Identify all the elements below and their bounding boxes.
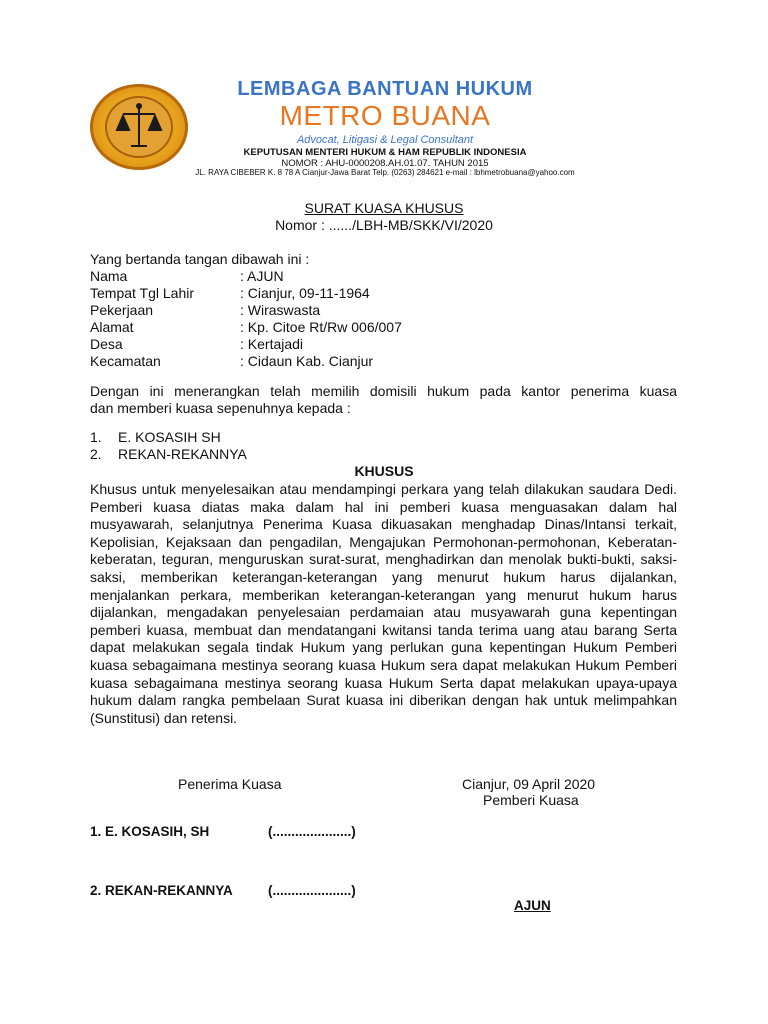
field-value-birth: : Cianjur, 09-11-1964 (240, 285, 370, 301)
giver-name: AJUN (514, 898, 551, 913)
org-address: JL. RAYA CIBEBER K. 8 78 A Cianjur-Jawa Barat Telp. (0263) 284621 e-mail : lbhmetrobuana@yahoo.com (195, 168, 575, 177)
field-value-address: : Kp. Citoe Rt/Rw 006/007 (240, 319, 402, 335)
signer-1-signature-blank: (.....................) (268, 824, 356, 839)
signer-2-name: 2. REKAN-REKANNYA (90, 883, 233, 898)
field-label-nama: Nama (90, 268, 128, 284)
receiver-label: Penerima Kuasa (178, 776, 282, 792)
decree-number: NOMOR : AHU-0000208.AH.01.07. TAHUN 2015 (281, 158, 489, 169)
document-number: Nomor : ....../LBH-MB/SKK/VI/2020 (275, 217, 493, 233)
field-value-nama: : AJUN (240, 268, 284, 284)
field-label-village: Desa (90, 336, 123, 352)
document-title: SURAT KUASA KHUSUS (304, 200, 464, 216)
giver-label: Pemberi Kuasa (483, 792, 579, 808)
field-value-occupation: : Wiraswasta (240, 302, 321, 318)
recipient-name: REKAN-REKANNYA (118, 446, 247, 462)
field-label-birth: Tempat Tgl Lahir (90, 285, 195, 301)
section-heading: KHUSUS (354, 463, 414, 479)
intro-text: Yang bertanda tangan dibawah ini : (90, 251, 310, 267)
field-label-address: Alamat (90, 319, 134, 335)
org-tagline: Advocat, Litigasi & Legal Consultant (296, 134, 474, 146)
signer-1-name: 1. E. KOSASIH, SH (90, 824, 210, 839)
recipient-name: E. KOSASIH SH (118, 429, 221, 445)
statement-line-2: dan memberi kuasa sepenuhnya kepada : (90, 400, 351, 416)
recipient-number: 2. (90, 446, 102, 462)
signer-2-signature-blank: (.....................) (268, 883, 356, 898)
field-value-district: : Cidaun Kab. Cianjur (240, 353, 374, 369)
org-title: LEMBAGA BANTUAN HUKUM (237, 78, 533, 100)
field-label-occupation: Pekerjaan (90, 302, 154, 318)
decree-line: KEPUTUSAN MENTERI HUKUM & HAM REPUBLIK INDONESIA (243, 147, 527, 158)
statement-line-1: Dengan ini menerangkan telah memilih domisili hukum pada kantor penerima kuasa (90, 383, 677, 399)
body-paragraph: Khusus untuk menyelesaikan atau mendampingi perkara yang telah dilakukan saudara Dedi. Pemberi kuasa diatas maka dalam hal ini pemberi kuasa menguasakan dalam hal musyawarah, selanjutnya Penerima Kuasa dikuasakan menghadap Dinas/Intansi terkait, Kepolisian, Kejaksaan dan pengadilan, Mengajukan Permohonan-permohonan, Keberatan-keberatan, teguran, menguruskan surat-surat, menghadirkan dan menolak bukti-bukti, saksi-saksi, memberikan keterangan-keterangan yang menurut hukum harus dijalankan, menjalankan perkara, memberikan keterangan-keterangan yang menurut hukum harus dijalankan, mengadakan penyelesaian perdamaian atau musyawarah guna kepentingan pemberi kuasa, membuat dan mendatangani kwitansi tanda terima uang atau barang Serta dapat melakukan segala tindak Hukum yang perlukan guna kepentingan Hukum Pemberi kuasa sebagaimana mestinya seorang kuasa Hukum sera dapat melakukan Hukum Pemberi kuasa sebagaimana mestinya seorang kuasa Hukum Serta dapat melakukan upaya-upaya hukum dalam rangka pembelaan Surat kuasa ini diberikan dengan hak untuk melimpahkan (Sunstitusi) dan retensi. (90, 481, 677, 726)
field-value-village: : Kertajadi (240, 336, 304, 352)
recipient-number: 1. (90, 429, 102, 445)
org-name: METRO BUANA (279, 100, 491, 131)
field-label-district: Kecamatan (90, 353, 161, 369)
place-date: Cianjur, 09 April 2020 (462, 776, 596, 792)
